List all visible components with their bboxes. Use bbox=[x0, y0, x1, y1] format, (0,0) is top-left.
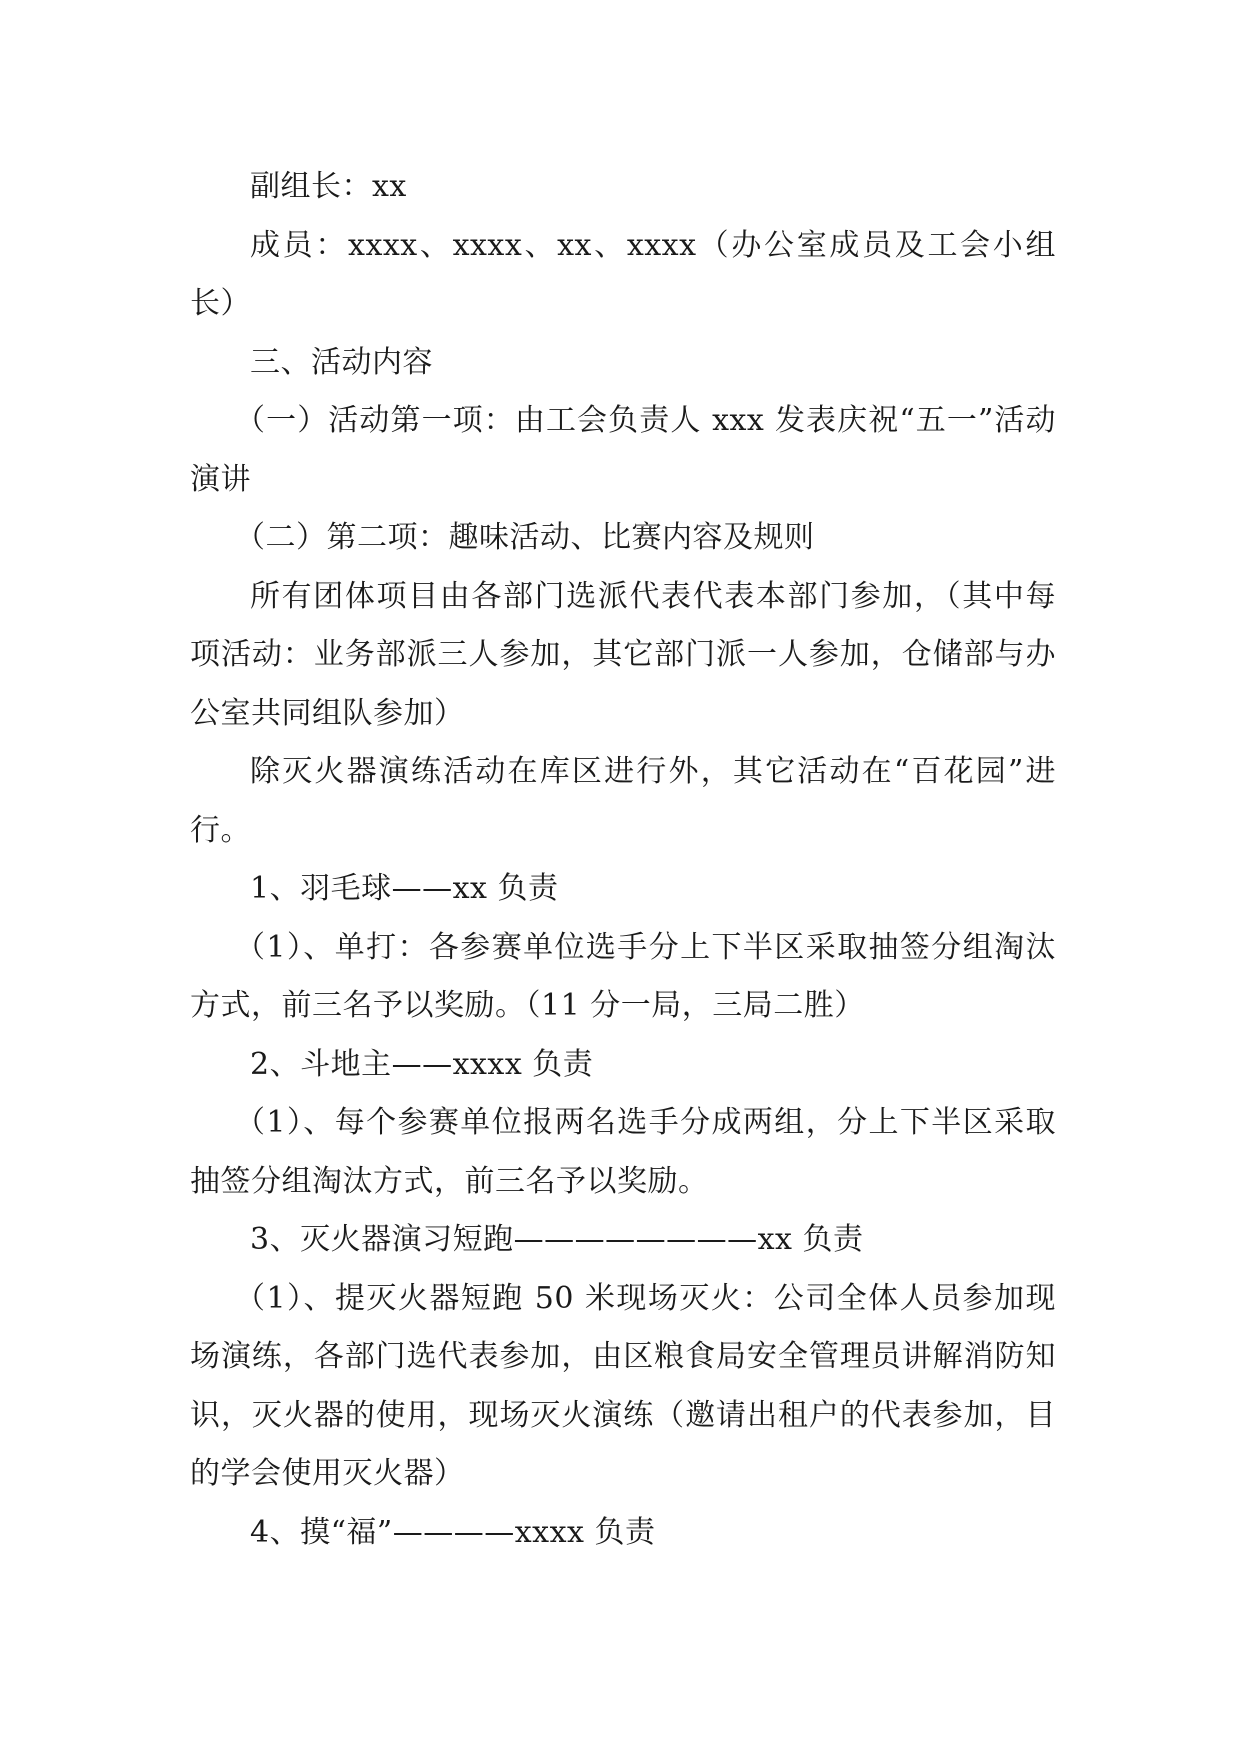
document-body bbox=[190, 158, 1056, 1562]
section-heading-activity-content: 三、活动内容 bbox=[250, 344, 433, 380]
badminton-heading: 1、羽毛球——xx 负责 bbox=[250, 871, 559, 906]
activity-item-two: （二）第二项：趣味活动、比赛内容及规则 bbox=[235, 520, 815, 555]
doudizhu-heading: 2、斗地主——xxxx 负责 bbox=[250, 1046, 594, 1082]
vice-leader-line: 副组长：xx bbox=[250, 169, 407, 204]
extinguisher-drill-heading: 3、灭火器演习短跑————————xx 负责 bbox=[250, 1222, 864, 1257]
team-participation-rules: 所有团体项目由各部门选派代表代表本部门参加，（其中每项活动：业务部派三人参加，其它部门派一人参加，仓储部与办公室共同组队参加） bbox=[190, 578, 1056, 731]
extinguisher-drill-rule: （1）、提灭火器短跑 50 米现场灭火：公司全体人员参加现场演练，各部门选代表参加，由区粮食局安全管理员讲解消防知识，灭火器的使用，现场灭火演练（邀请出租户的代表参加，目的学会使用灭火器） bbox=[190, 1280, 1056, 1491]
members-line: 成员：xxxx、xxxx、xx、xxxx（办公室成员及工会小组长） bbox=[190, 227, 1056, 321]
venue-note: 除灭火器演练活动在库区进行外，其它活动在“百花园”进行。 bbox=[190, 754, 1056, 848]
badminton-rule: （1）、单打：各参赛单位选手分上下半区采取抽签分组淘汰方式，前三名予以奖励。（11 分一局，三局二胜） bbox=[190, 929, 1056, 1023]
touch-fu-heading: 4、摸“福”————xxxx 负责 bbox=[250, 1514, 656, 1550]
activity-item-one: （一）活动第一项：由工会负责人 xxx 发表庆祝“五一”活动演讲 bbox=[190, 403, 1056, 497]
doudizhu-rule: （1）、每个参赛单位报两名选手分成两组，分上下半区采取抽签分组淘汰方式，前三名予以奖励。 bbox=[190, 1105, 1056, 1199]
